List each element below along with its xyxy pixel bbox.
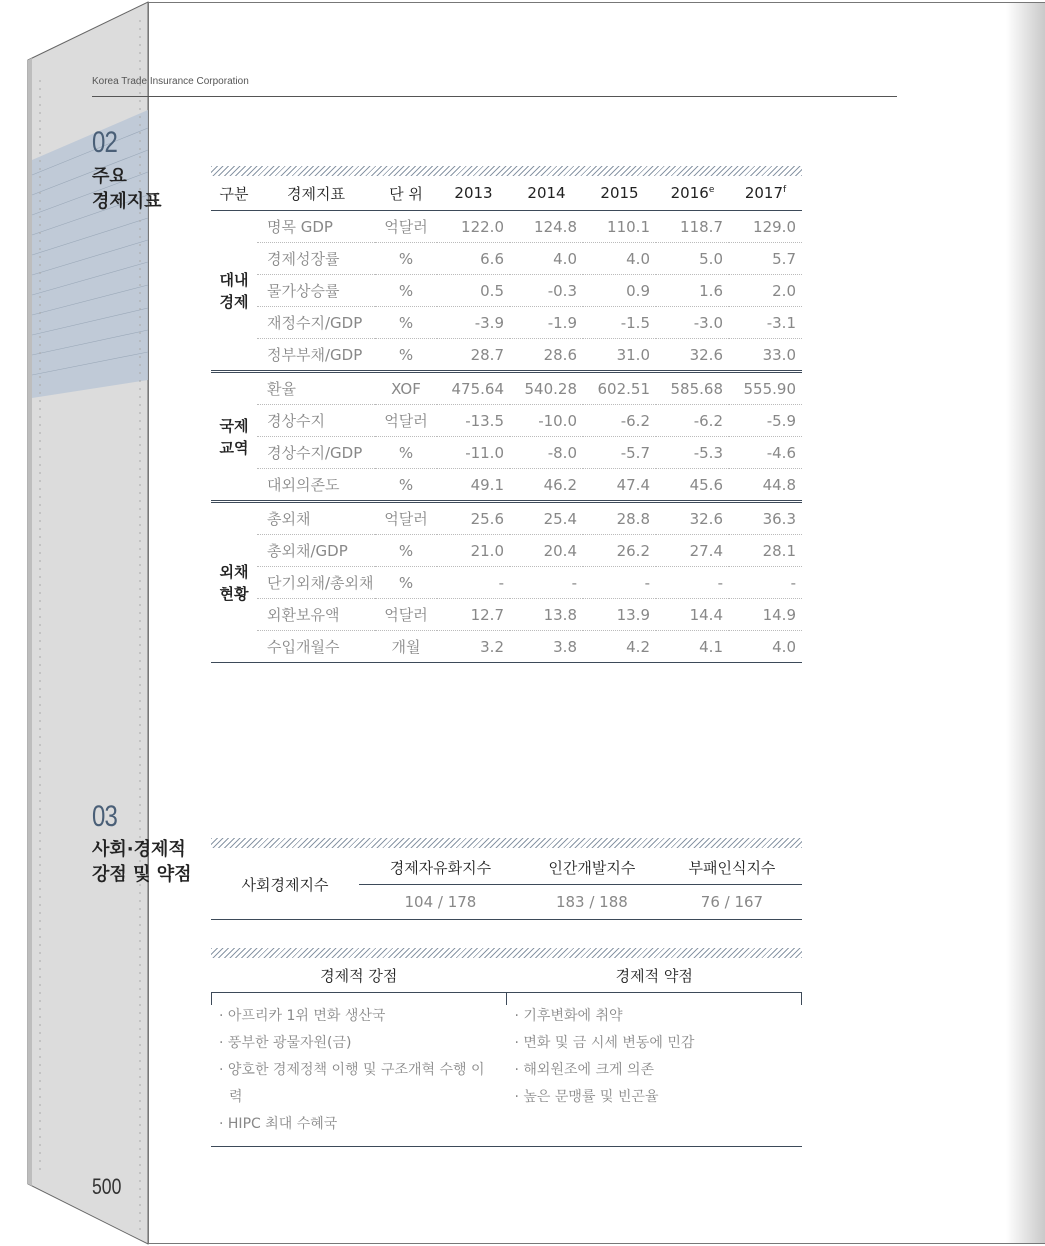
tick-mark (801, 993, 802, 1005)
indicator-value: - (510, 567, 583, 599)
indicator-value: 3.2 (437, 631, 510, 663)
index-value: 104 / 178 (359, 885, 522, 920)
indicator-value: 475.64 (437, 372, 510, 405)
indicator-unit: % (375, 437, 437, 469)
page-number: 500 (92, 1174, 122, 1199)
table-row (211, 599, 802, 631)
table-hatch-bar (211, 948, 802, 958)
index-name: 인간개발지수 (522, 850, 662, 885)
table-row (211, 372, 802, 405)
index-name: 부패인식지수 (662, 850, 802, 885)
indicator-value: -8.0 (510, 437, 583, 469)
table-row (211, 631, 802, 663)
indicator-unit: % (375, 307, 437, 339)
indicator-value: 124.8 (510, 211, 583, 243)
indicator-name: 외환보유액 (257, 599, 375, 631)
indicator-unit: 억달러 (375, 405, 437, 437)
list-item: · 양호한 경제정책 이행 및 구조개혁 수행 이력 (217, 1057, 497, 1111)
weaknesses-column (507, 993, 803, 1138)
list-item: · 높은 문맹률 및 빈곤율 (513, 1084, 793, 1111)
indicator-value: -0.3 (510, 275, 583, 307)
indicator-value: 28.8 (583, 502, 656, 535)
indicator-value: 49.1 (437, 469, 510, 502)
indicator-value: - (656, 567, 729, 599)
indicator-value: - (437, 567, 510, 599)
header-cell: 단 위 (375, 176, 437, 211)
header-cell: 2016e (656, 176, 729, 211)
indicator-value: 14.9 (729, 599, 802, 631)
indicator-unit: % (375, 339, 437, 372)
indicator-value: 5.0 (656, 243, 729, 275)
indicator-value: -3.0 (656, 307, 729, 339)
section-3-number: 03 (92, 800, 118, 833)
weaknesses-title: 경제적 약점 (615, 967, 693, 985)
indicator-value: 27.4 (656, 535, 729, 567)
tick-mark (211, 993, 212, 1005)
indicator-unit: XOF (375, 372, 437, 405)
indicator-value: 25.4 (510, 502, 583, 535)
header-rule (92, 96, 897, 97)
table-row (211, 405, 802, 437)
indicator-value: 44.8 (729, 469, 802, 502)
tick-mark (506, 993, 507, 1005)
indicator-value: -10.0 (510, 405, 583, 437)
indicator-value: 28.1 (729, 535, 802, 567)
indicator-value: 31.0 (583, 339, 656, 372)
indicator-value: 13.8 (510, 599, 583, 631)
indicator-unit: 개월 (375, 631, 437, 663)
indicator-name: 환율 (257, 372, 375, 405)
indicator-value: 118.7 (656, 211, 729, 243)
table-hatch-bar (211, 838, 802, 848)
indicator-value: 5.7 (729, 243, 802, 275)
indicator-value: 32.6 (656, 502, 729, 535)
list-item: · 해외원조에 크게 의존 (513, 1057, 793, 1084)
running-head: Korea Trade Insurance Corporation (92, 76, 249, 87)
indicator-value: 3.8 (510, 631, 583, 663)
strengths-title: 경제적 강점 (320, 967, 398, 985)
indicator-value: 36.3 (729, 502, 802, 535)
index-value: 76 / 167 (662, 885, 802, 920)
indicator-value: 0.9 (583, 275, 656, 307)
indicator-name: 단기외채/총외채 (257, 567, 375, 599)
header-cell: 2017$^f$ (729, 176, 802, 211)
header-cell: 2014 (510, 176, 583, 211)
indicator-name: 수입개월수 (257, 631, 375, 663)
group-label: 국제 교역 (211, 372, 257, 502)
indicator-value: 110.1 (583, 211, 656, 243)
strengths-column (211, 993, 507, 1138)
indicator-value: 585.68 (656, 372, 729, 405)
table-hatch-bar (211, 166, 802, 176)
indicator-value: -5.3 (656, 437, 729, 469)
indicator-name: 명목 GDP (257, 211, 375, 243)
group-label: 외채 현황 (211, 502, 257, 663)
sw-body (211, 993, 802, 1147)
indicator-value: 4.0 (583, 243, 656, 275)
indicator-name: 경제성장률 (257, 243, 375, 275)
indicator-value: - (583, 567, 656, 599)
list-item: · 아프리카 1위 면화 생산국 (217, 1003, 497, 1030)
table-row (211, 211, 802, 243)
indicator-unit: % (375, 243, 437, 275)
indicator-value: 129.0 (729, 211, 802, 243)
list-item: · 기후변화에 취약 (513, 1003, 793, 1030)
table-row (211, 535, 802, 567)
indicator-value: -5.7 (583, 437, 656, 469)
indicator-value: 46.2 (510, 469, 583, 502)
indicator-value: 47.4 (583, 469, 656, 502)
indicator-value: 14.4 (656, 599, 729, 631)
indicator-name: 물가상승률 (257, 275, 375, 307)
indicator-value: 602.51 (583, 372, 656, 405)
header-cell: 2015 (583, 176, 656, 211)
indicator-name: 대외의존도 (257, 469, 375, 502)
indicator-value: -1.5 (583, 307, 656, 339)
indicator-name: 경상수지 (257, 405, 375, 437)
list-item: · HIPC 최대 수혜국 (217, 1111, 497, 1138)
table-row (211, 469, 802, 502)
indicator-value: 28.7 (437, 339, 510, 372)
index-value: 183 / 188 (522, 885, 662, 920)
page-edge-shadow (1006, 3, 1045, 1243)
indicator-value: 13.9 (583, 599, 656, 631)
indicator-value: -13.5 (437, 405, 510, 437)
indicator-value: 540.28 (510, 372, 583, 405)
table-row (211, 307, 802, 339)
group-label: 대내 경제 (211, 211, 257, 372)
strengths-list (211, 1003, 507, 1138)
indicator-unit: 억달러 (375, 599, 437, 631)
socioeconomic-index-table (211, 850, 802, 920)
indicator-value: - (729, 567, 802, 599)
indicator-value: -4.6 (729, 437, 802, 469)
indicator-value: 33.0 (729, 339, 802, 372)
indicator-value: 555.90 (729, 372, 802, 405)
indicator-value: 28.6 (510, 339, 583, 372)
indicator-value: 12.7 (437, 599, 510, 631)
indicator-value: -11.0 (437, 437, 510, 469)
indicator-value: 1.6 (656, 275, 729, 307)
table-row (211, 275, 802, 307)
index-name: 경제자유화지수 (359, 850, 522, 885)
indicator-value: 122.0 (437, 211, 510, 243)
indicator-value: -5.9 (729, 405, 802, 437)
indicator-unit: % (375, 567, 437, 599)
indicator-value: -6.2 (583, 405, 656, 437)
indicator-value: 0.5 (437, 275, 510, 307)
indicator-value: 2.0 (729, 275, 802, 307)
indicator-value: -6.2 (656, 405, 729, 437)
indicator-name: 총외채/GDP (257, 535, 375, 567)
sw-header (211, 960, 802, 993)
indicator-value: 20.4 (510, 535, 583, 567)
table-row (211, 243, 802, 275)
indicator-name: 재정수지/GDP (257, 307, 375, 339)
list-item: · 풍부한 광물자원(금) (217, 1030, 497, 1057)
indicator-value: -3.9 (437, 307, 510, 339)
header-cell: 경제지표 (257, 176, 375, 211)
table-row (211, 437, 802, 469)
indicator-value: 45.6 (656, 469, 729, 502)
indicator-value: 25.6 (437, 502, 510, 535)
table-row (211, 567, 802, 599)
section-3-title: 사회·경제적 강점 및 약점 (92, 839, 192, 885)
table-row (211, 339, 802, 372)
header-cell: 구분 (211, 176, 257, 211)
indicator-unit: % (375, 469, 437, 502)
weaknesses-list (507, 1003, 803, 1111)
indicator-name: 총외채 (257, 502, 375, 535)
indicator-value: 6.6 (437, 243, 510, 275)
indicator-value: 4.1 (656, 631, 729, 663)
economic-indicators-table (211, 176, 802, 663)
indicator-value: 4.2 (583, 631, 656, 663)
indicator-value: -3.1 (729, 307, 802, 339)
table-row (211, 850, 802, 885)
header-cell: 2013 (437, 176, 510, 211)
section-2-title: 주요 경제지표 (92, 166, 162, 212)
indicator-value: 32.6 (656, 339, 729, 372)
indicator-name: 경상수지/GDP (257, 437, 375, 469)
section-2-number: 02 (92, 126, 118, 159)
indicator-unit: % (375, 275, 437, 307)
indicator-unit: 억달러 (375, 211, 437, 243)
table-row (211, 502, 802, 535)
indicator-value: -1.9 (510, 307, 583, 339)
indicator-name: 정부부채/GDP (257, 339, 375, 372)
indicator-value: 26.2 (583, 535, 656, 567)
strengths-weaknesses-table (211, 960, 802, 1147)
list-item: · 면화 및 금 시세 변동에 민감 (513, 1030, 793, 1057)
indicator-value: 4.0 (510, 243, 583, 275)
indicator-value: 21.0 (437, 535, 510, 567)
indicator-unit: % (375, 535, 437, 567)
table-header-row (211, 176, 802, 211)
row-label: 사회경제지수 (211, 850, 359, 920)
indicator-unit: 억달러 (375, 502, 437, 535)
indicator-value: 4.0 (729, 631, 802, 663)
